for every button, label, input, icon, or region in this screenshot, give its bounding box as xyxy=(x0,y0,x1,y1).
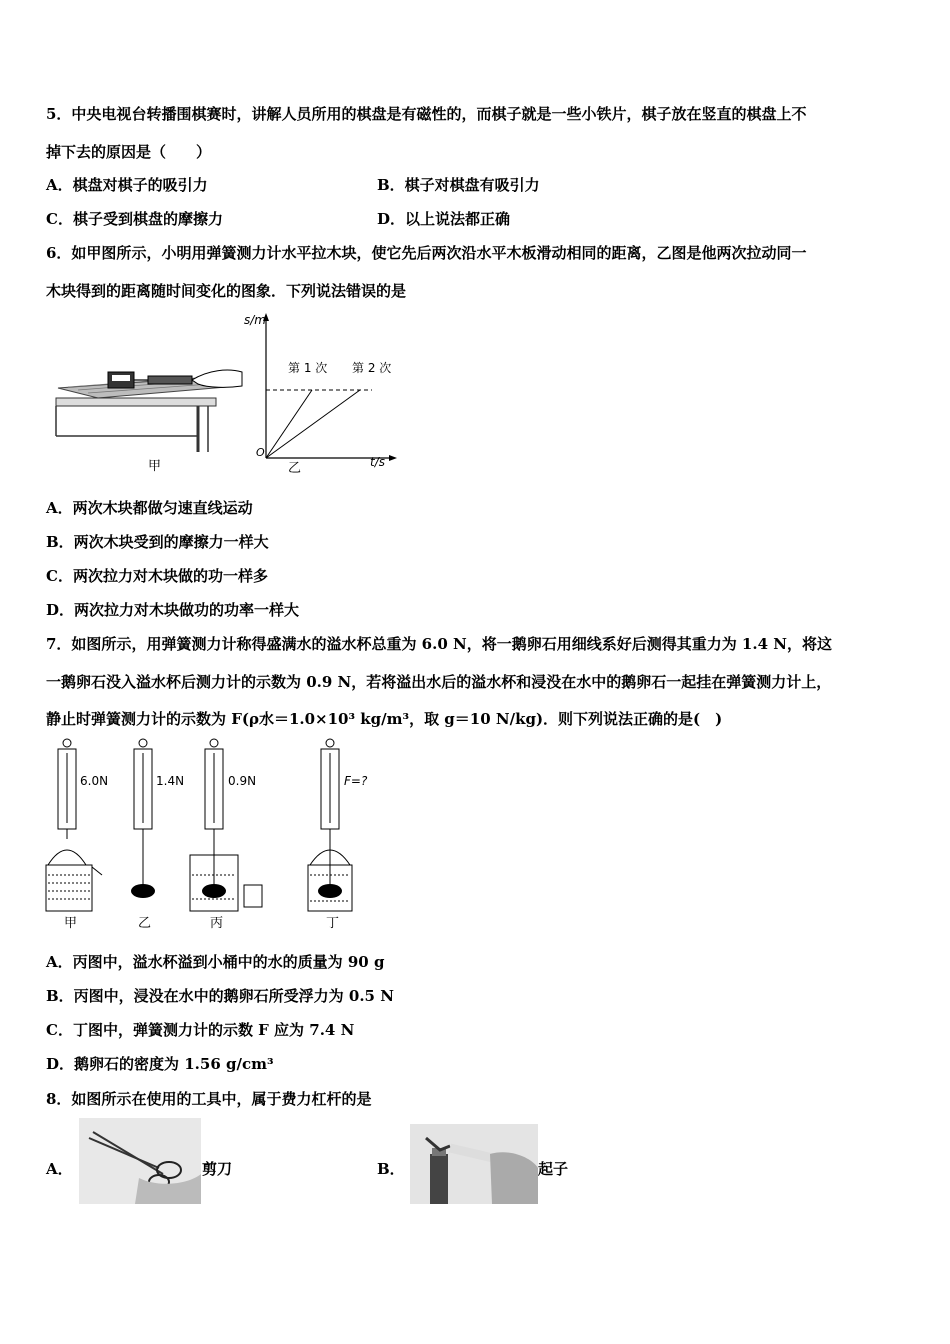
q5-option-d[interactable]: D．以上说法都正确 xyxy=(377,210,511,228)
q7-label-bing: 丙 xyxy=(210,916,224,931)
q7-scale-ding xyxy=(308,739,368,931)
q6-option-d[interactable]: D．两次拉力对木块做功的功率一样大 xyxy=(46,601,300,619)
q8-option-b-label: 起子 xyxy=(538,1160,569,1178)
q8-option-b-letter[interactable]: B． xyxy=(377,1160,405,1178)
q7-scale-yi xyxy=(131,739,184,931)
q8-option-a-label: 剪刀 xyxy=(202,1160,233,1178)
q6-figure-jia xyxy=(48,360,248,475)
q7-option-a[interactable]: A．丙图中，溢水杯溢到小桶中的水的质量为 90 g xyxy=(46,953,385,971)
q5-option-b[interactable]: B．棋子对棋盘有吸引力 xyxy=(377,176,540,194)
q7-stem-line2: 一鹅卵石没入溢水杯后测力计的示数为 0.9 N，若将溢出水后的溢水杯和浸没在水中的鹅卵石一起挂在弹簧测力计上， xyxy=(46,673,832,691)
q7-option-d[interactable]: D．鹅卵石的密度为 1.56 g/cm³ xyxy=(46,1055,274,1073)
q6-axis-x-label: t/s xyxy=(370,455,385,469)
q8-stem-line1: 8．如图所示在使用的工具中，属于费力杠杆的是 xyxy=(46,1090,372,1108)
q7-label-jia: 甲 xyxy=(64,916,78,931)
q6-option-c[interactable]: C．两次拉力对木块做的功一样多 xyxy=(46,567,268,585)
q7-reading-jia: 6.0N xyxy=(80,774,109,788)
q7-reading-ding: F=? xyxy=(344,774,368,788)
q7-label-yi: 乙 xyxy=(138,916,152,931)
q6-stem-line2: 木块得到的距离随时间变化的图象．下列说法错误的是 xyxy=(46,282,407,300)
scissors-photo[interactable] xyxy=(79,1118,201,1204)
q7-stem-line1: 7．如图所示，用弹簧测力计称得盛满水的溢水杯总重为 6.0 N，将一鹅卵石用细线系好后测得其重力为 1.4 N，将这 xyxy=(46,635,832,653)
q7-reading-bing: 0.9N xyxy=(228,774,257,788)
q7-scale-jia xyxy=(46,739,108,931)
q6-option-a[interactable]: A．两次木块都做匀速直线运动 xyxy=(46,499,253,517)
q8-option-a-letter[interactable]: A． xyxy=(46,1160,73,1178)
q6-option-b[interactable]: B．两次木块受到的摩擦力一样大 xyxy=(46,533,269,551)
q7-scale-bing xyxy=(190,739,262,931)
q5-option-a[interactable]: A．棋盘对棋子的吸引力 xyxy=(46,176,208,194)
q6-series2-label: 第 2 次 xyxy=(352,361,392,375)
q5-stem-line1: 5．中央电视台转播围棋赛时，讲解人员所用的棋盘是有磁性的，而棋子就是一些小铁片，棋子放在竖直的棋盘上不 xyxy=(46,105,807,123)
q7-label-ding: 丁 xyxy=(326,916,340,931)
q5-option-c[interactable]: C．棋子受到棋盘的摩擦力 xyxy=(46,210,223,228)
q7-option-b[interactable]: B．丙图中，浸没在水中的鹅卵石所受浮力为 0.5 N xyxy=(46,987,394,1005)
q6-origin-label: O xyxy=(256,446,265,459)
q6-series1-label: 第 1 次 xyxy=(288,361,328,375)
q6-figure-yi-label: 乙 xyxy=(288,461,302,476)
q6-figure-jia-label: 甲 xyxy=(148,459,162,474)
q7-stem-line3: 静止时弹簧测力计的示数为 F(ρ水＝1.0×10³ kg/m³，取 g＝10 N/kg)．则下列说法正确的是( ) xyxy=(46,710,723,728)
q7-reading-yi: 1.4N xyxy=(156,774,185,788)
q5-stem-line2: 掉下去的原因是（ ） xyxy=(46,143,212,161)
q6-figure-yi xyxy=(242,308,402,478)
q7-option-c[interactable]: C．丁图中，弹簧测力计的示数 F 应为 7.4 N xyxy=(46,1021,355,1039)
q6-axis-y-label: s/m xyxy=(244,313,266,327)
q7-figure xyxy=(40,735,380,935)
bottle-opener-photo[interactable] xyxy=(410,1124,538,1204)
q6-stem-line1: 6．如甲图所示，小明用弹簧测力计水平拉木块，使它先后两次沿水平木板滑动相同的距离，乙图是他两次拉动同一 xyxy=(46,244,807,262)
